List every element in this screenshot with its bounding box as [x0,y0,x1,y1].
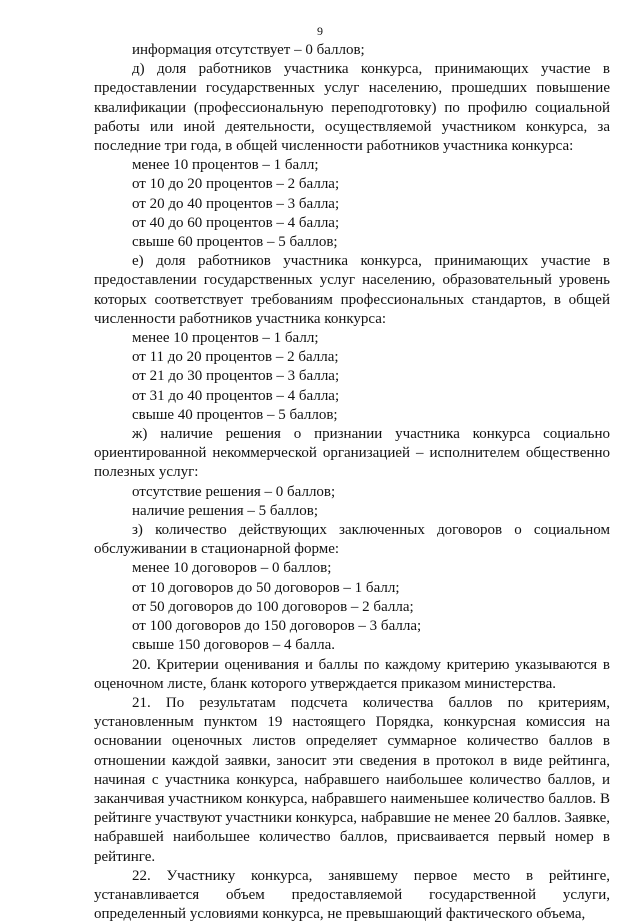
paragraph: з) количество действующих заключенных договоров о социальном обслуживании в стационарной форме: [94,522,610,558]
paragraph: е) доля работников участника конкурса, принимающих участие в предоставлении государственных услуг населению, образовательный уровень которых соответствует требованиям профессиональных стандартов, в общей численности работников участника конкурса: [94,253,610,327]
list-item: от 100 договоров до 150 договоров – 3 балла; [132,618,422,635]
list-item: от 31 до 40 процентов – 4 балла; [132,387,340,404]
list-item: от 10 до 20 процентов – 2 балла; [132,176,340,193]
list-item: от 20 до 40 процентов – 3 балла; [132,195,340,212]
paragraph: 21. По результатам подсчета количества баллов по критериям, установленным пунктом 19 настоящего Порядка, конкурсная комиссия на основании оценочных листов определяет суммарное количество баллов в отношении каждой заявки, заносит эти сведения в протокол в виде рейтинга, начиная с участника конкурса, набравшего наибольшее количество баллов, и заканчивая участником конкурса, набравшего наименьшее количество баллов. В рейтинге участвуют участники конкурса, набравшие не менее 20 баллов. Заявке, набравшей наибольшее количество баллов, присваивается первый номер в рейтинге. [94,694,610,865]
list-item: информация отсутствует – 0 баллов; [132,42,365,58]
list-item: свыше 40 процентов – 5 баллов; [132,406,338,423]
list-item: от 11 до 20 процентов – 2 балла; [132,349,339,366]
list-item: от 10 договоров до 50 договоров – 1 балл; [132,579,400,596]
document-body [94,41,610,924]
paragraph: ж) наличие решения о признании участника конкурса социально ориентированной некоммерческой организацией – исполнителем общественно полезных услуг: [94,426,610,481]
paragraph: 22. Участнику конкурса, занявшему первое место в рейтинге, устанавливается объем предоставляемой государственной услуги, определенный условиями конкурса, не превышающий фактического объема, [94,867,610,923]
paragraph: д) доля работников участника конкурса, принимающих участие в предоставлении государственных услуг населению, прошедших повышение квалификации (профессиональную переподготовку) по профилю социальной работы или иной деятельности, осуществляемой участником конкурса, за последние три года, в общей численности работников участника конкурса: [94,61,610,155]
paragraph: 20. Критерии оценивания и баллы по каждому критерию указываются в оценочном листе, бланк которого утверждается приказом министерства. [94,656,610,692]
list-item: от 21 до 30 процентов – 3 балла; [132,368,340,385]
list-item: отсутствие решения – 0 баллов; [132,483,336,500]
list-item: свыше 150 договоров – 4 балла. [132,637,336,654]
list-item: менее 10 договоров – 0 баллов; [132,560,332,577]
list-item: наличие решения – 5 баллов; [132,502,319,519]
list-item: свыше 60 процентов – 5 баллов; [132,234,338,251]
list-item: от 50 договоров до 100 договоров – 2 балла; [132,598,414,615]
page-number: 9 [317,24,323,38]
list-item: менее 10 процентов – 1 балл; [132,157,319,174]
list-item: менее 10 процентов – 1 балл; [132,330,319,347]
list-item: от 40 до 60 процентов – 4 балла; [132,214,340,231]
